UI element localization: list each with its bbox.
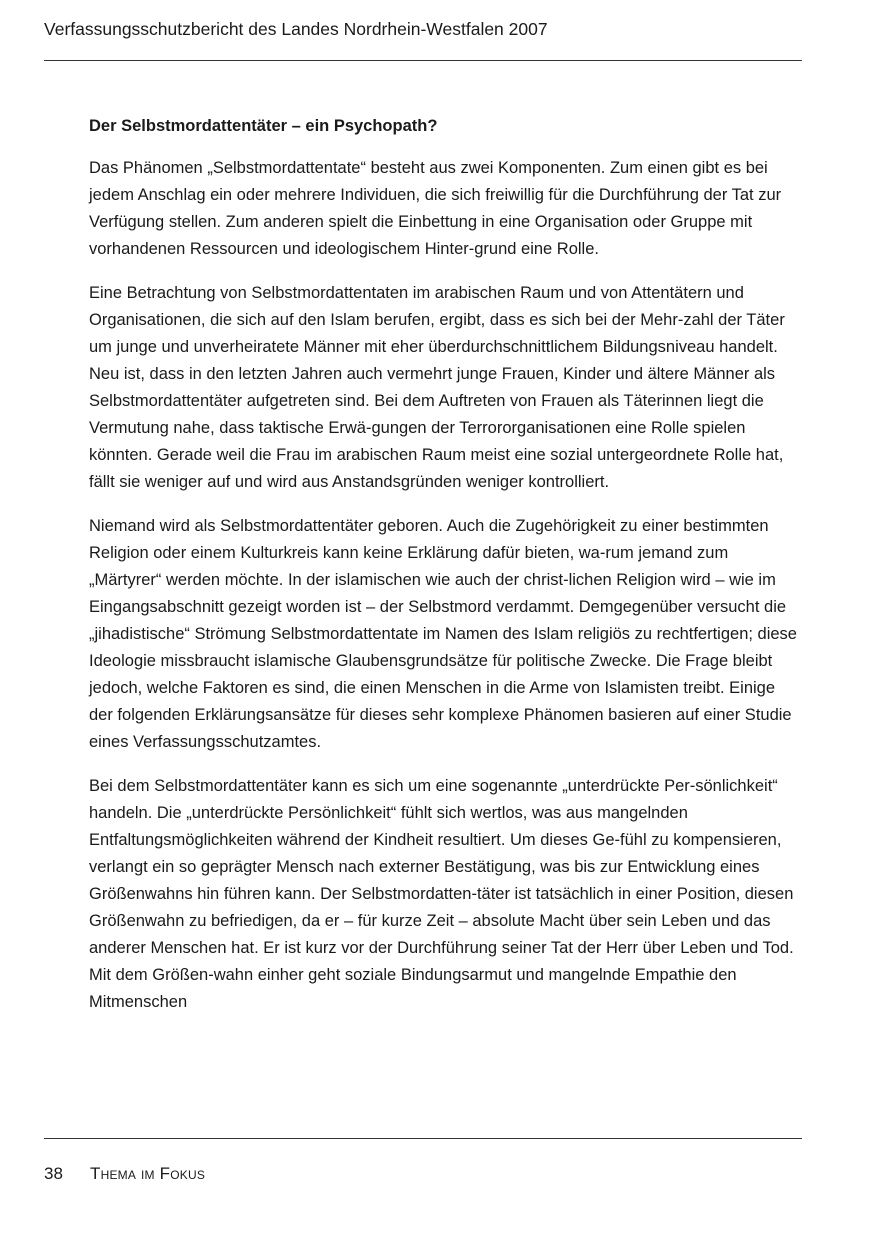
paragraph-4: Bei dem Selbstmordattentäter kann es sich um eine sogenannte „unterdrückte Per-sönlichkeit“ handeln. Die „unterdrückte Persönlichkeit“ fühlt sich wertlos, was aus mangelnden Entfaltungsmöglichkeiten während der Kindheit resultiert. Um dieses Ge-fühl zu kompensieren, verlangt ein so geprägter Mensch nach externer Bestätigung, was bis zur Entwicklung eines Größenwahns hin führen kann. Der Selbstmordatten-täter ist tatsächlich in einer Position, diesen Größenwahn zu befriedigen, da er – für kurze Zeit – absolute Macht über sein Leben und das anderer Menschen hat. Er ist kurz vor der Durchführung seiner Tat der Herr über Leben und Tod. Mit dem Größen-wahn einher geht soziale Bindungsarmut und mangelnde Empathie den Mitmenschen <box>89 777 794 1011</box>
paragraph-2: Eine Betrachtung von Selbstmordattentaten im arabischen Raum und von Attentätern und Organisationen, die sich auf den Islam berufen, ergibt, dass es sich bei der Mehr-zahl der Täter um junge und unverheiratete Männer mit eher überdurchschnittlichem Bildungsniveau handelt. Neu ist, dass in den letzten Jahren auch vermehrt junge Frauen, Kinder und ältere Männer als Selbstmordattentäter aufgetreten sind. Bei dem Auftreten von Frauen als Täterinnen liegt die Vermutung nahe, dass taktische Erwä-gungen der Terrororganisationen eine Rolle spielen könnten. Gerade weil die Frau im arabischen Raum meist eine sozial untergeordnete Rolle hat, fällt sie weniger auf und wird aus Anstandsgründen weniger kontrolliert. <box>89 284 785 491</box>
footer-section-label: Thema im Fokus <box>90 1164 206 1183</box>
page-number: 38 <box>44 1164 63 1183</box>
header-divider <box>44 60 802 61</box>
article-body <box>89 113 802 1033</box>
section-heading: Der Selbstmordattentäter – ein Psychopath? <box>89 117 438 135</box>
paragraph-1: Das Phänomen „Selbstmordattentate“ besteht aus zwei Komponenten. Zum einen gibt es bei jedem Anschlag ein oder mehrere Individuen, die sich freiwillig für die Durchführung der Tat zur Verfügung stellen. Zum anderen spielt die Einbettung in eine Organisation oder Gruppe mit vorhandenen Ressourcen und ideologischem Hinter-grund eine Rolle. <box>89 159 782 258</box>
paragraph-3: Niemand wird als Selbstmordattentäter geboren. Auch die Zugehörigkeit zu einer bestimmten Religion oder einem Kulturkreis kann keine Erklärung dafür bieten, wa-rum jemand zum „Märtyrer“ werden möchte. In der islamischen wie auch der christ-lichen Religion wird – wie im Eingangsabschnitt gezeigt worden ist – der Selbstmord verdammt. Demgegenüber versucht die „jihadistische“ Strömung Selbstmordattentate im Namen des Islam religiös zu rechtfertigen; diese Ideologie missbraucht islamische Glaubensgrundsätze für politische Zwecke. Die Frage bleibt jedoch, welche Faktoren es sind, die einen Menschen in die Arme von Islamisten treibt. Einige der folgenden Erklärungsansätze für dieses sehr komplexe Phänomen basieren auf einer Studie eines Verfassungsschutzamtes. <box>89 517 797 751</box>
running-header-title: Verfassungsschutzbericht des Landes Nordrhein-Westfalen 2007 <box>44 19 548 39</box>
footer-divider <box>44 1138 802 1139</box>
